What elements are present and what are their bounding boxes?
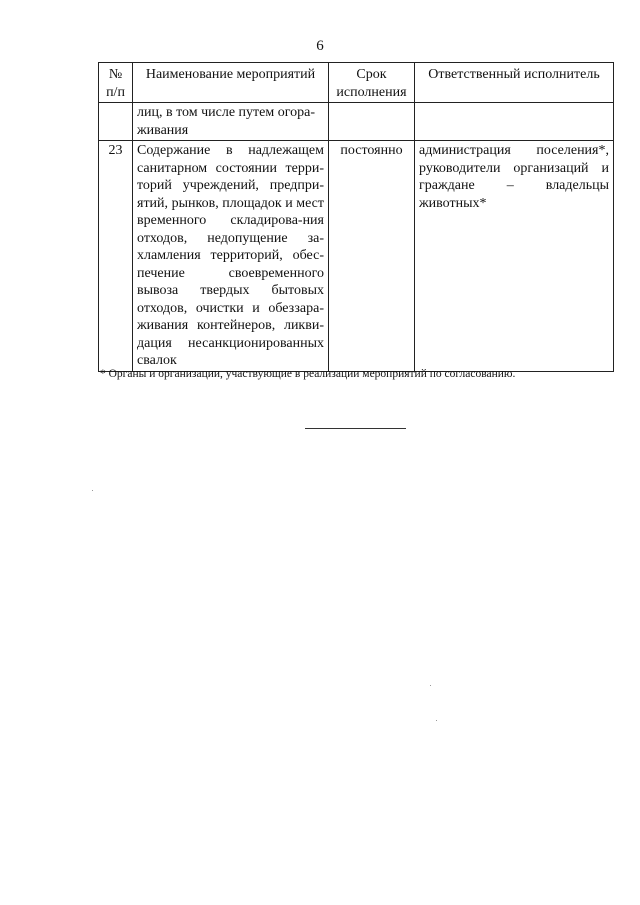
scan-speck	[436, 720, 437, 721]
table-header-row	[99, 63, 614, 103]
header-term: Срок исполнения	[329, 63, 415, 103]
row-responsible	[415, 103, 614, 141]
table-row	[99, 141, 614, 372]
end-rule	[305, 428, 406, 429]
row-number: 23	[99, 141, 133, 372]
header-responsible: Ответственный исполнитель	[415, 63, 614, 103]
scan-speck	[92, 490, 93, 491]
row-term: постоянно	[329, 141, 415, 372]
footnote: * Органы и организации, участвующие в реализации мероприятий по согласованию.	[100, 368, 516, 380]
row-number	[99, 103, 133, 141]
header-number: № п/п	[99, 63, 133, 103]
row-term	[329, 103, 415, 141]
header-activity-name: Наименование мероприятий	[133, 63, 329, 103]
table-row	[99, 103, 614, 141]
activities-table	[98, 62, 614, 372]
page-number: 6	[316, 38, 324, 54]
row-activity-name: лиц, в том числе путем огора-живания	[133, 103, 329, 141]
row-activity-name: Содержание в надлежащем санитарном состоянии терри-торий учреждений, предпри-ятий, рынков, площадок и мест временного складирова-ния отходов, недопущение за-хламления территорий, обес-печение своевременного вывоза твердых бытовых отходов, очистки и обеззара-живания контейнеров, ликви-дация несанкционированных свалок	[133, 141, 329, 372]
row-responsible: администрация поселения*, руководители организаций и граждане – владельцы животных*	[415, 141, 614, 372]
scan-speck	[430, 685, 431, 686]
